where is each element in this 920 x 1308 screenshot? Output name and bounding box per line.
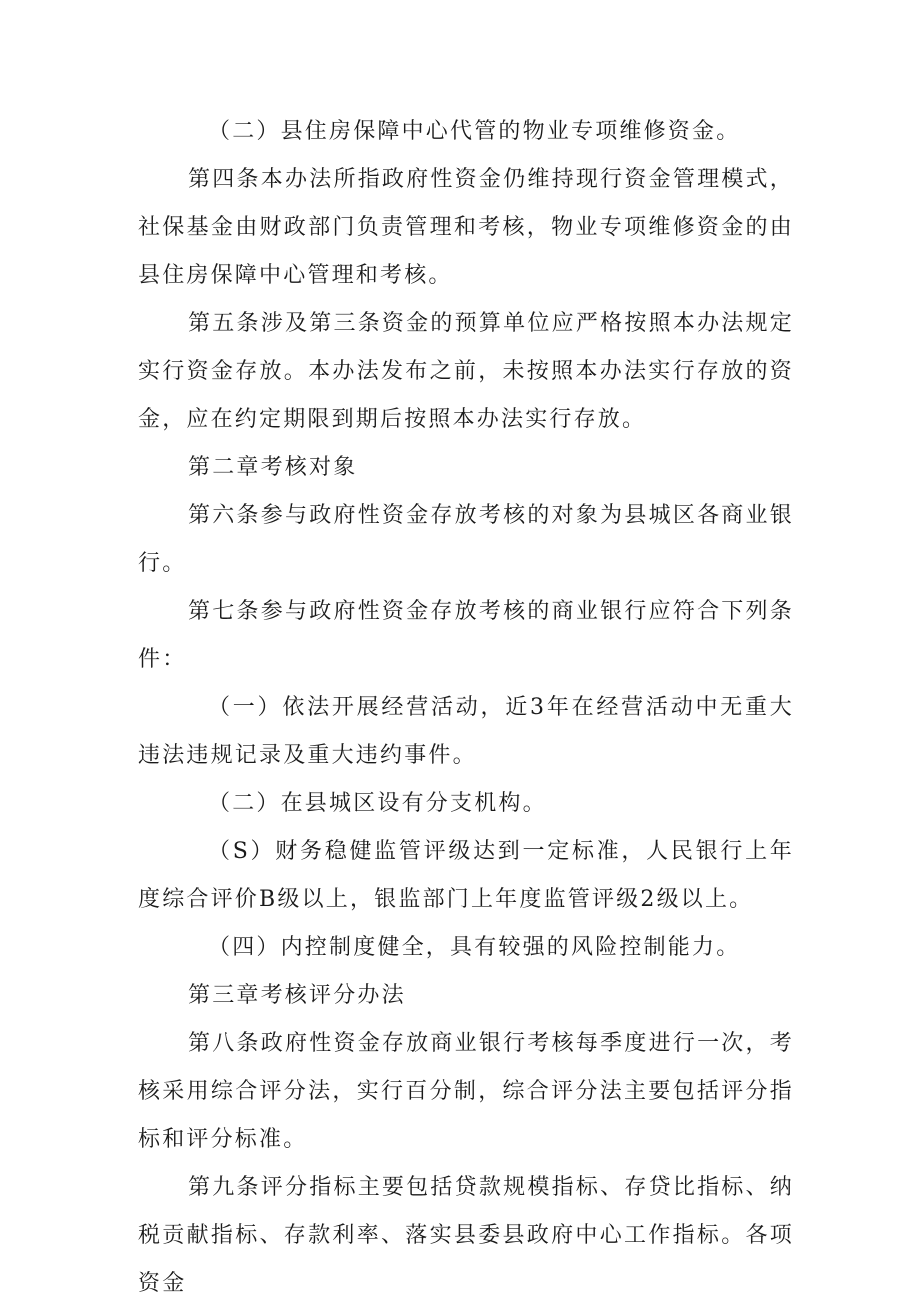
paragraph-article6: 第六条参与政府性资金存放考核的对象为县城区各商业银行。 — [138, 503, 794, 576]
paragraph-article3-item2: （二）县住房保障中心代管的物业专项维修资金。 — [208, 119, 741, 144]
paragraph-article7-item2: （二）在县城区设有分支机构。 — [208, 791, 547, 816]
paragraph-article7: 第七条参与政府性资金存放考核的商业银行应符合下列条件： — [138, 599, 794, 672]
paragraph-article9: 第九条评分指标主要包括贷款规模指标、存贷比指标、纳税贡献指标、存款利率、落实县委县政府中心工作指标。各项资金 — [138, 1175, 794, 1296]
paragraph-article8: 第八条政府性资金存放商业银行考核每季度进行一次，考核采用综合评分法，实行百分制，综合评分法主要包括评分指标和评分标准。 — [138, 1031, 794, 1152]
paragraph-article4: 第四条本办法所指政府性资金仍维持现行资金管理模式，社保基金由财政部门负责管理和考核，物业专项维修资金的由县住房保障中心管理和考核。 — [138, 167, 794, 288]
paragraph-article5: 第五条涉及第三条资金的预算单位应严格按照本办法规定实行资金存放。本办法发布之前，未按照本办法实行存放的资金，应在约定期限到期后按照本办法实行存放。 — [138, 311, 794, 432]
paragraph-article7-item4: （四）内控制度健全，具有较强的风险控制能力。 — [208, 935, 741, 960]
paragraph-article7-item3: （S）财务稳健监管评级达到一定标准，人民银行上年度综合评价B级以上，银监部门上年度监管评级2级以上。 — [138, 839, 794, 912]
chapter-heading-3: 第三章考核评分办法 — [188, 983, 406, 1008]
document-page — [138, 108, 794, 1308]
paragraph-article7-item1: （一）依法开展经营活动，近3年在经营活动中无重大违法违规记录及重大违约事件。 — [138, 695, 794, 768]
chapter-heading-2: 第二章考核对象 — [188, 455, 358, 480]
